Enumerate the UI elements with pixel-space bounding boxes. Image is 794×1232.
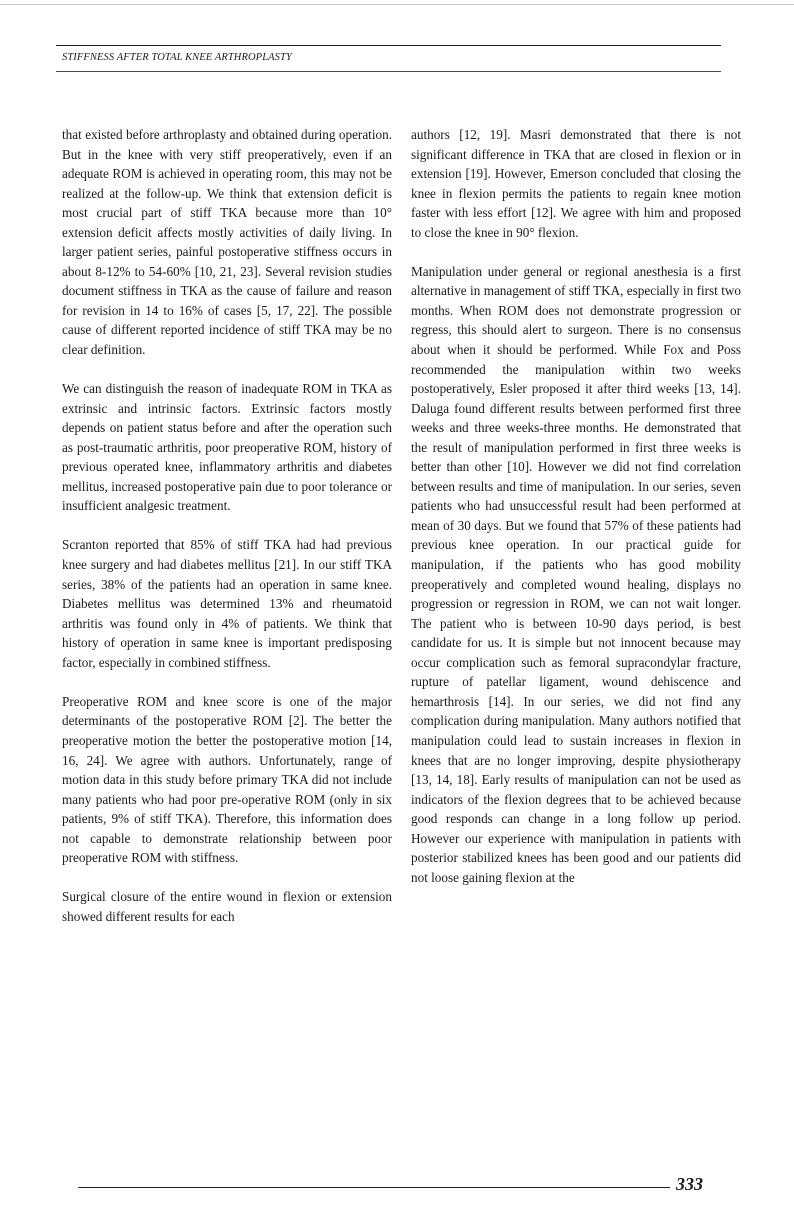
paragraph: Manipulation under general or regional anesthesia is a first alternative in management of stiff TKA, especially in first two months. When ROM does not demonstrate progression or regress, this should alert to surgeon. There is no consensus about when it should be performed. While Fox and Poss recommended the manipulation within two weeks postoperatively, Esler proposed it after third weeks [13, 14]. Daluga found different results between performed first three weeks and three weeks-three months. He demonstrated that the result of manipulation performed in first three weeks is better than other [10]. However we did not find correlation between results and time of manipulation. In our series, seven patients who had unsuccessful result had been performed at mean of 30 days. But we found that 57% of these patients had previous knee operation. In our practical guide for manipulation, if the patients who has good mobility preoperatively and completed wound healing, displays no progression or regression in ROM, we can not wait longer. The patient who is between 10-90 days period, is best candidate for us. It is simple but not innocent because may occur complication such as femoral supracondylar fracture, rupture of patellar ligament, wound dehiscence and hemarthrosis [14]. In our series, we did not find any complication during manipulation. Many authors notified that manipulation could lead to sustain increases in flexion in knees that are no longer improving, despite physiotherapy [13, 14, 18]. Early results of manipulation can not be used as indicators of the flexion degrees that to be achieved because good responds can change in a long follow up period. However our experience with manipulation in patients with posterior stabilized knees has been good and our patients did not loose gaining flexion at the bbox=[411, 263, 741, 885]
paragraph: Scranton reported that 85% of stiff TKA had had previous knee surgery and had diabetes mellitus [21]. In our stiff TKA series, 38% of the patients had an operation in same knee. Diabetes mellitus was determined 13% and rheumatoid arthritis was found only in 4% of patients. We think that history of operation in same knee is important predisposing factor, especially in combined stiffness. bbox=[62, 537, 392, 670]
paragraph: We can distinguish the reason of inadequate ROM in TKA as extrinsic and intrinsic factors. Extrinsic factors mostly depends on patient status before and after the operation such as post-traumatic arthritis, poor preoperative ROM, history of previous operated knee, inflammatory arthritis and diabetes mellitus, increased postoperative pain due to poor tolerance or insufficient analgesic treatment. bbox=[62, 381, 392, 514]
right-column bbox=[411, 125, 741, 887]
paragraph: Preoperative ROM and knee score is one of the major determinants of the postoperative ROM [2]. The better the preoperative motion the better the postoperative motion [14, 16, 24]. We agree with authors. Unfortunately, range of motion data in this study before primary TKA did not include many patients who had poor pre-operative ROM (only in six patients, 9% of stiff TKA). Therefore, this information does not capable to demonstrate relationship between poor preoperative ROM with stiffness. bbox=[62, 693, 392, 866]
paragraph: Surgical closure of the entire wound in flexion or extension showed different results for each bbox=[62, 889, 392, 924]
header-rule-top bbox=[56, 45, 721, 46]
running-head: STIFFNESS AFTER TOTAL KNEE ARTHROPLASTY bbox=[62, 52, 292, 63]
left-column bbox=[62, 125, 392, 926]
page-number: 333 bbox=[676, 1174, 703, 1194]
scan-edge-rule bbox=[0, 4, 794, 5]
paragraph: that existed before arthroplasty and obtained during operation. But in the knee with very stiff preoperatively, even if an adequate ROM is achieved in operating room, this may not be realized at the follow-up. We think that extension deficit is most crucial part of stiff TKA because more than 10° extension deficit affects mostly activities of daily living. In larger patient series, painful postoperative stiffness occurs in about 8-12% to 54-60% [10, 21, 23]. Several revision studies document stiffness in TKA as the cause of failure and reason for revision in 14 to 16% of cases [5, 17, 22]. The possible cause of different reported incidence of stiff TKA may be no clear definition. bbox=[62, 127, 392, 358]
header-rule-bottom bbox=[56, 71, 721, 72]
footer-rule bbox=[78, 1187, 670, 1188]
paragraph: authors [12, 19]. Masri demonstrated that there is not significant difference in TKA that are closed in flexion or in extension [19]. However, Emerson concluded that closing the knee in flexion permits the patients to regain knee motion faster with less effort [12]. We agree with him and proposed to close the knee in 90° flexion. bbox=[411, 127, 741, 240]
